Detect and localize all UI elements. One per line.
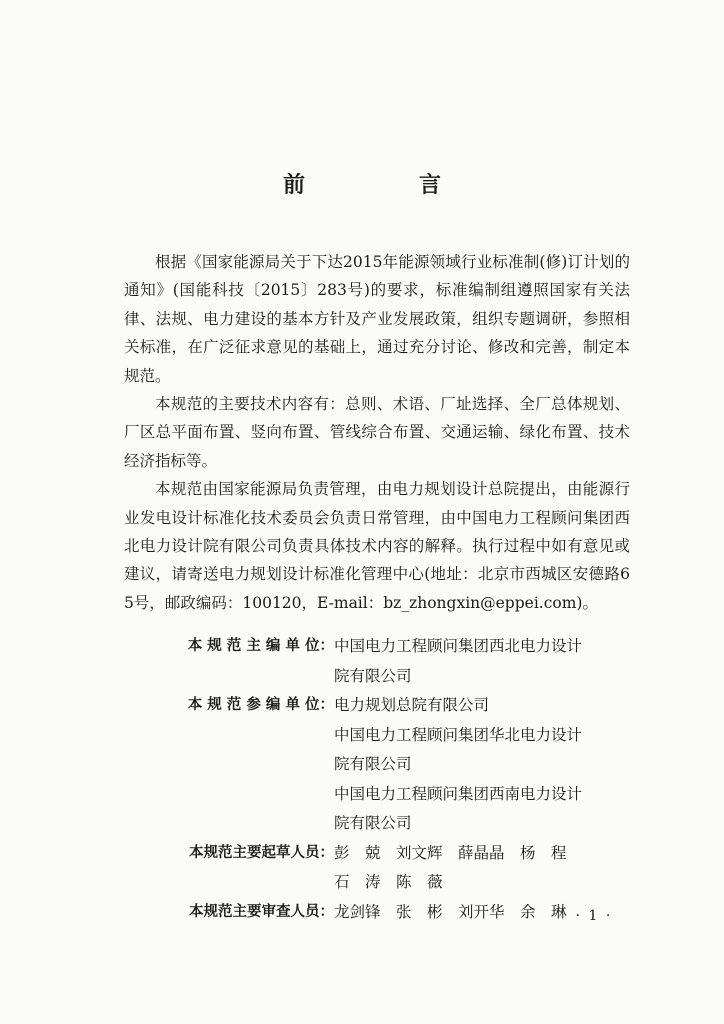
credit-line: 电力规划总院有限公司 bbox=[334, 696, 490, 714]
credit-label: 本 规 范 参 编 单 位： bbox=[187, 697, 334, 713]
credit-line: 彭 兢 刘文辉 薛晶晶 杨 程 bbox=[334, 843, 567, 862]
paragraph: 根据《国家能源局关于下达2015年能源领域行业标准制(修)订计划的通知》(国能科技〔2015〕283号)的要求，标准编制组遵照国家有关法律、法规、电力建设的基本方针及产业发展政策，组织专题调研，参照相关标准，在广泛征求意见的基础上，通过充分讨论、修改和完善，制定本规范。 bbox=[124, 253, 630, 385]
credit-values bbox=[334, 839, 644, 898]
credit-label: 本规范主要审查人员： bbox=[189, 903, 334, 920]
credit-participating-units bbox=[124, 691, 644, 839]
credits-block bbox=[124, 632, 644, 927]
credit-line: 院有限公司 bbox=[334, 666, 412, 685]
preface-body bbox=[124, 248, 630, 617]
credit-main-drafters bbox=[124, 839, 644, 898]
credit-label: 本 规 范 主 编 单 位： bbox=[187, 638, 334, 654]
credit-chief-editor-unit bbox=[124, 632, 644, 691]
credit-values bbox=[334, 632, 644, 691]
credit-label: 本规范主要起草人员： bbox=[189, 844, 334, 861]
paragraph: 本规范的主要技术内容有：总则、术语、厂址选择、全厂总体规划、厂区总平面布置、竖向布置、管线综合布置、交通运输、绿化布置、技术经济指标等。 bbox=[124, 395, 630, 470]
credit-line: 中国电力工程顾问集团西北电力设计 bbox=[334, 637, 583, 655]
credit-values bbox=[334, 691, 644, 839]
page-title: 前 言 bbox=[282, 173, 487, 198]
credit-line: 龙剑锋 张 彬 刘开华 余 琳 bbox=[334, 902, 567, 921]
credit-line: 中国电力工程顾问集团华北电力设计 bbox=[334, 725, 583, 744]
page-number: · 1 · bbox=[575, 908, 613, 924]
paragraph: 本规范由国家能源局负责管理，由电力规划设计总院提出，由能源行业发电设计标准化技术委员会负责日常管理，由中国电力工程顾问集团西北电力设计院有限公司负责具体技术内容的解释。执行过程中如有意见或建议，请寄送电力规划设计标准化管理中心(地址：北京市西城区安德路65号，邮政编码：100120，E-mail：bz_zhongxin@eppei.com)。 bbox=[124, 480, 630, 612]
credit-line: 院有限公司 bbox=[334, 814, 412, 832]
credit-line: 石 涛 陈 薇 bbox=[334, 873, 443, 891]
credit-line: 中国电力工程顾问集团西南电力设计 bbox=[334, 784, 583, 803]
credit-line: 院有限公司 bbox=[334, 755, 412, 773]
